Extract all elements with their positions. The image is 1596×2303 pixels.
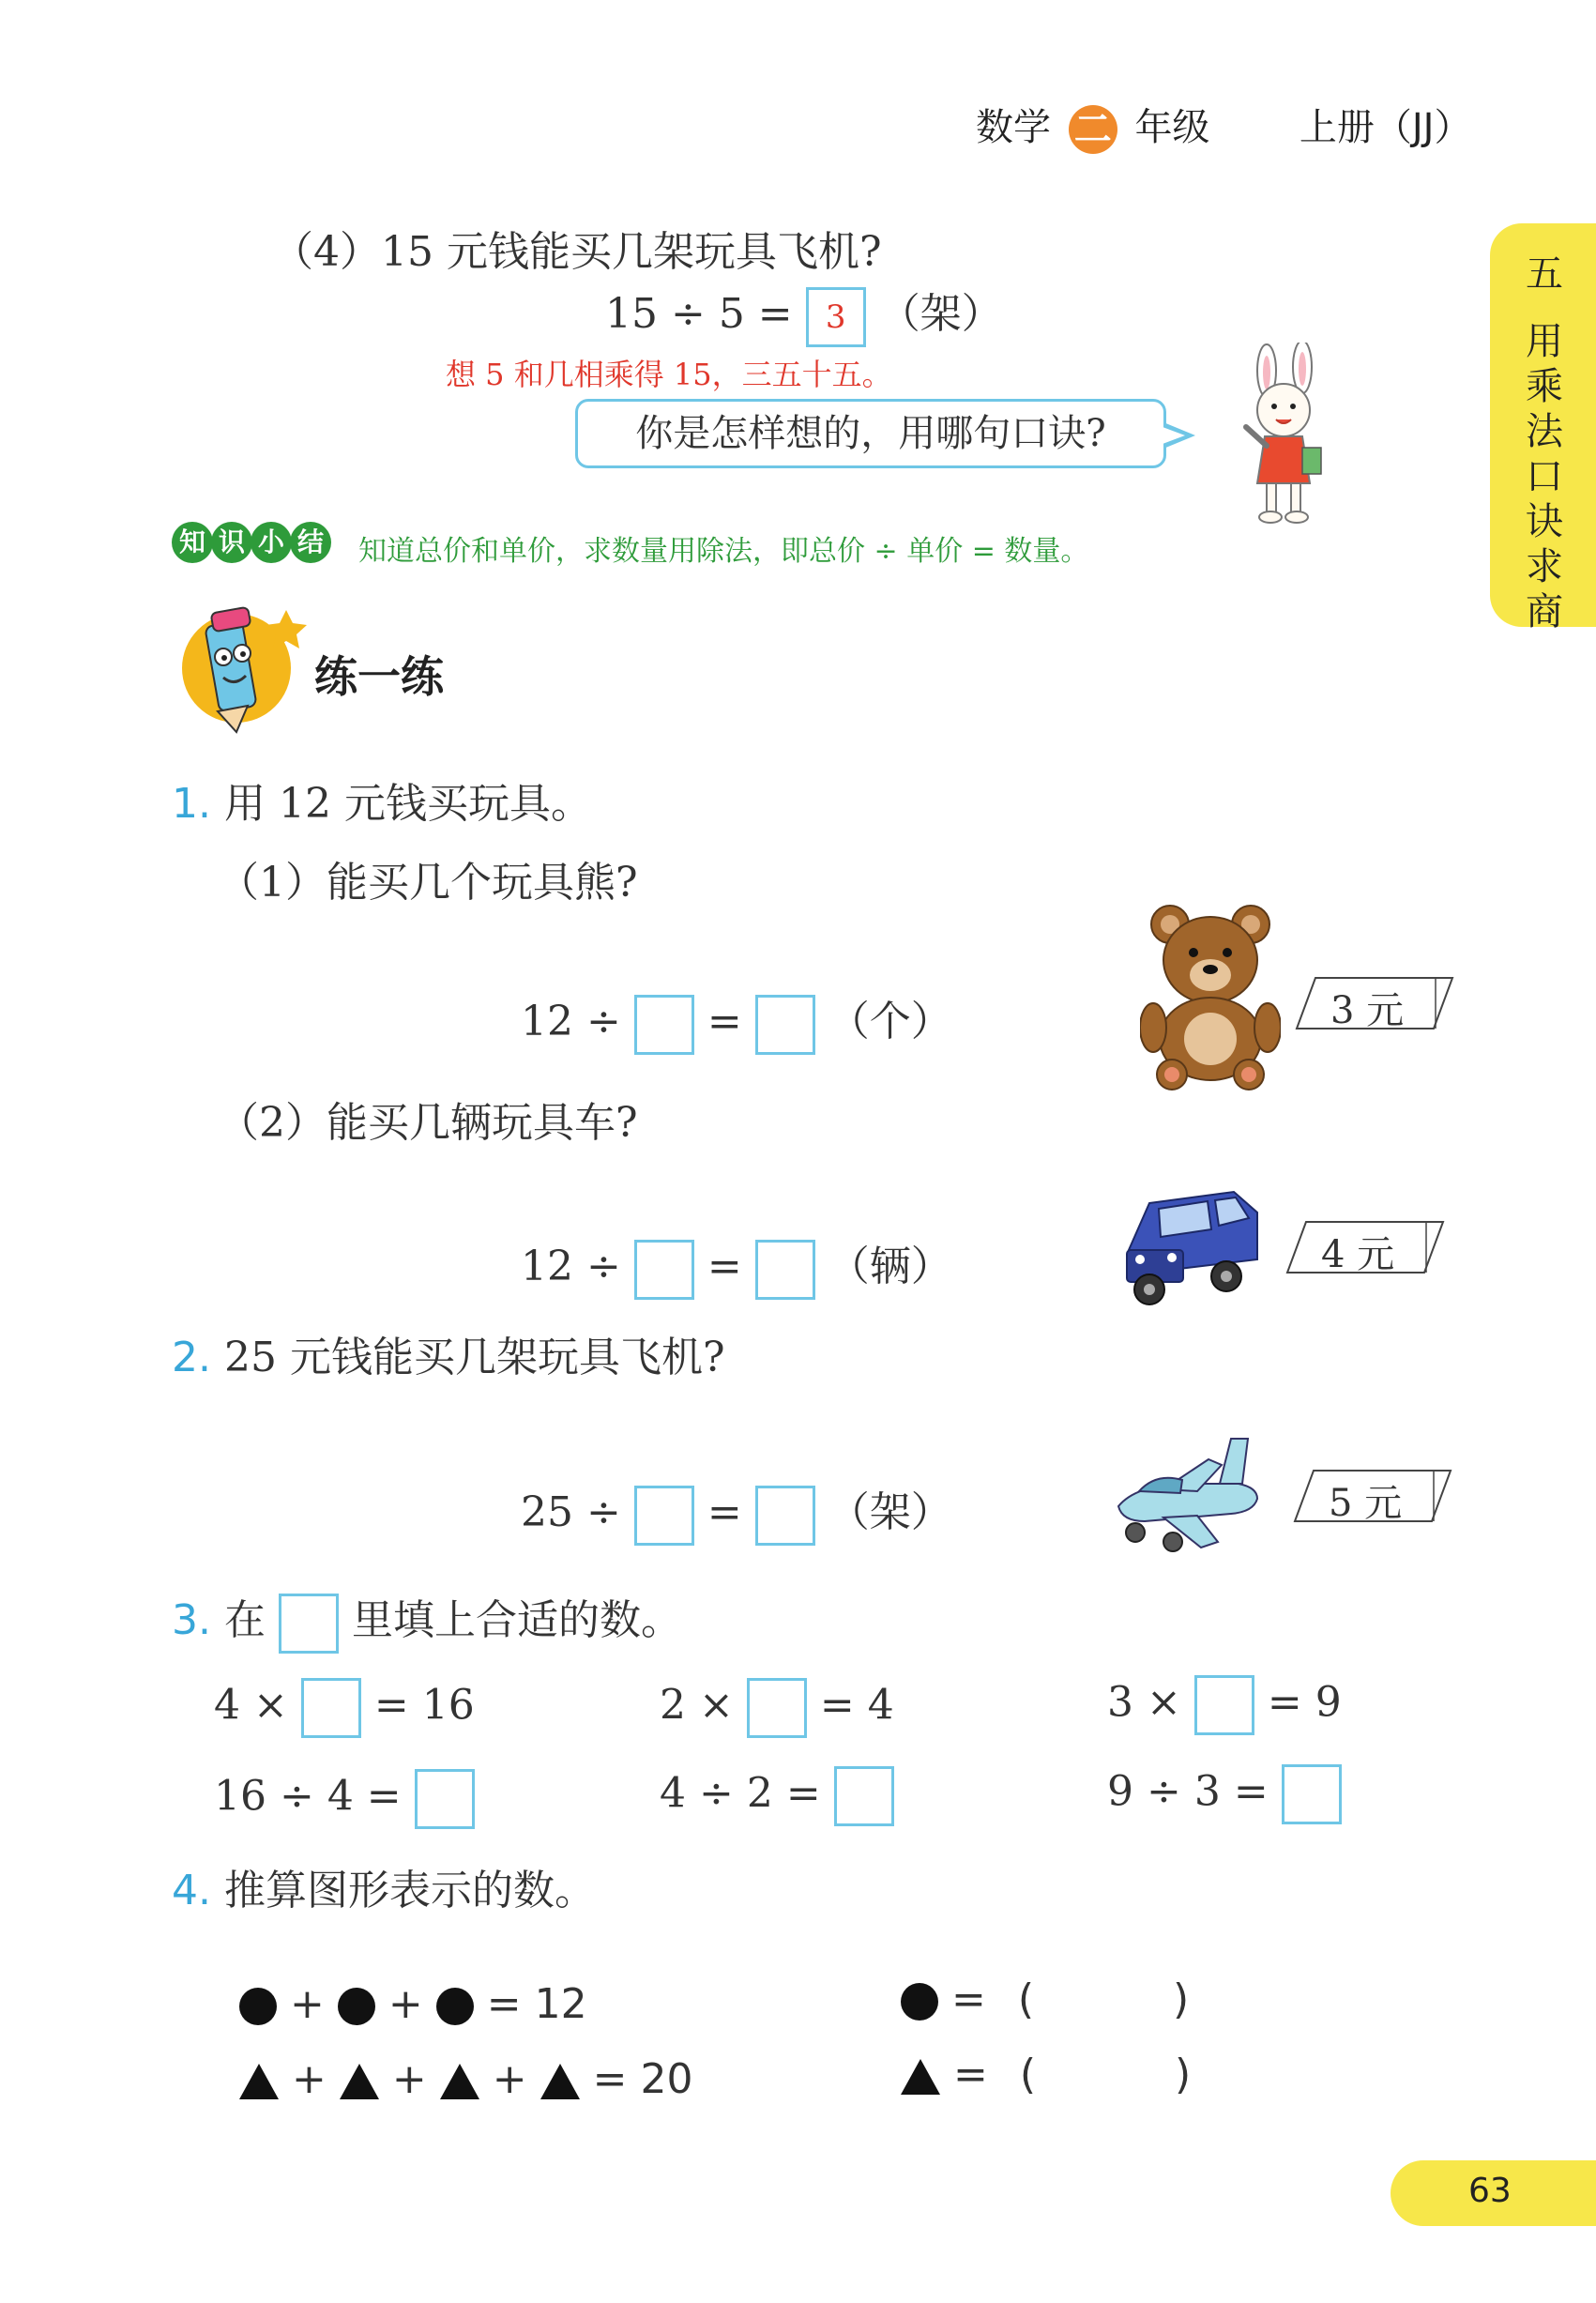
example-equation-left: 15 ÷ 5 = <box>605 290 793 338</box>
teddy-bear-icon <box>1140 896 1281 1093</box>
circle-answer: = ( ) <box>901 1975 1189 2023</box>
triangle-icon <box>540 2064 580 2099</box>
circle-icon <box>338 1988 375 2025</box>
example-question: （4）15 元钱能买几架玩具飞机? <box>272 228 882 276</box>
example-unit: （架） <box>878 290 1003 338</box>
q1-sub1-text: （1）能买几个玩具熊? <box>218 859 638 907</box>
answer-box[interactable] <box>755 1240 815 1300</box>
answer-box[interactable] <box>634 1240 694 1300</box>
practice-title: 练一练 <box>314 651 444 702</box>
example-answer-box: 3 <box>806 287 866 347</box>
example-equation <box>605 280 1003 347</box>
q2-equation: 25 ÷ = （架） <box>521 1478 952 1546</box>
answer-box[interactable] <box>834 1766 894 1826</box>
answer-box[interactable] <box>634 1486 694 1546</box>
example-hint: 想 5 和几相乘得 15，三五十五。 <box>446 357 892 392</box>
q3-number: 3. <box>172 1596 211 1644</box>
q3 <box>172 1586 682 1654</box>
toy-plane-icon <box>1107 1431 1267 1563</box>
pencil-mascot-icon <box>169 591 319 741</box>
q4-text: 推算图形表示的数。 <box>223 1867 596 1914</box>
q1 <box>172 770 592 830</box>
answer-box[interactable] <box>1194 1675 1254 1735</box>
q1-sub2-equation: 12 ÷ = （辆） <box>521 1232 952 1300</box>
unit-number: 五 <box>1526 252 1563 296</box>
toy-car-icon <box>1121 1184 1262 1311</box>
circle-icon <box>436 1988 474 2025</box>
answer-box[interactable] <box>1282 1764 1342 1824</box>
page-number: 63 <box>1468 2172 1512 2210</box>
q4-number: 4. <box>172 1867 211 1914</box>
q3-item: 4 × = 16 <box>214 1678 475 1738</box>
q3-item: 16 ÷ 4 = <box>214 1769 475 1829</box>
triangle-answer: = ( ) <box>901 2051 1191 2098</box>
q1-text: 用 12 元钱买玩具。 <box>223 780 592 828</box>
q1-number: 1. <box>172 780 211 828</box>
q3-item: 4 ÷ 2 = <box>660 1766 894 1826</box>
circle-icon <box>239 1988 277 2025</box>
price-plane: 5 元 <box>1329 1482 1403 1525</box>
triangle-equation: + + + = 20 <box>239 2055 692 2103</box>
unit-title: 用乘法口诀求商 <box>1526 320 1563 633</box>
answer-box[interactable] <box>415 1769 475 1829</box>
q3-text-after: 里填上合适的数。 <box>351 1596 682 1644</box>
circle-equation: + + = 12 <box>239 1980 587 2028</box>
price-bear: 3 元 <box>1330 989 1405 1032</box>
answer-box[interactable] <box>634 995 694 1055</box>
summary-badge: 知 识 小 结 <box>172 522 329 563</box>
grade-suffix: 年级 <box>1134 106 1210 149</box>
q2-text: 25 元钱能买几架玩具飞机? <box>223 1334 725 1381</box>
unit-side-tab <box>1490 223 1596 633</box>
triangle-icon <box>901 2059 940 2095</box>
rabbit-mascot-icon <box>1229 343 1342 530</box>
q3-item: 3 × = 9 <box>1107 1675 1342 1735</box>
triangle-icon <box>340 2064 379 2099</box>
q3-item: 9 ÷ 3 = <box>1107 1764 1342 1824</box>
example-box <box>279 1594 339 1654</box>
q3-item: 2 × = 4 <box>660 1678 894 1738</box>
triangle-icon <box>239 2064 279 2099</box>
grade-badge: 二 <box>1069 105 1117 154</box>
subject-label: 数学 <box>976 106 1051 149</box>
q1-sub2-text: （2）能买几辆玩具车? <box>218 1099 638 1147</box>
answer-box[interactable] <box>755 995 815 1055</box>
speech-bubble: 你是怎样想的，用哪句口诀? <box>575 399 1166 468</box>
price-car: 4 元 <box>1321 1233 1395 1276</box>
summary-text: 知道总价和单价，求数量用除法，即总价 ÷ 单价 = 数量。 <box>358 535 1089 568</box>
q1-sub1-equation: 12 ÷ = （个） <box>521 987 952 1055</box>
answer-box[interactable] <box>747 1678 807 1738</box>
q2-number: 2. <box>172 1334 211 1381</box>
circle-icon <box>901 1983 938 2021</box>
answer-box[interactable] <box>755 1486 815 1546</box>
volume-label: 上册（JJ） <box>1299 106 1472 149</box>
q4 <box>172 1856 596 1916</box>
q3-text-before: 在 <box>223 1596 266 1644</box>
page-header <box>976 98 1471 154</box>
triangle-icon <box>440 2064 479 2099</box>
q2 <box>172 1323 725 1383</box>
answer-box[interactable] <box>301 1678 361 1738</box>
